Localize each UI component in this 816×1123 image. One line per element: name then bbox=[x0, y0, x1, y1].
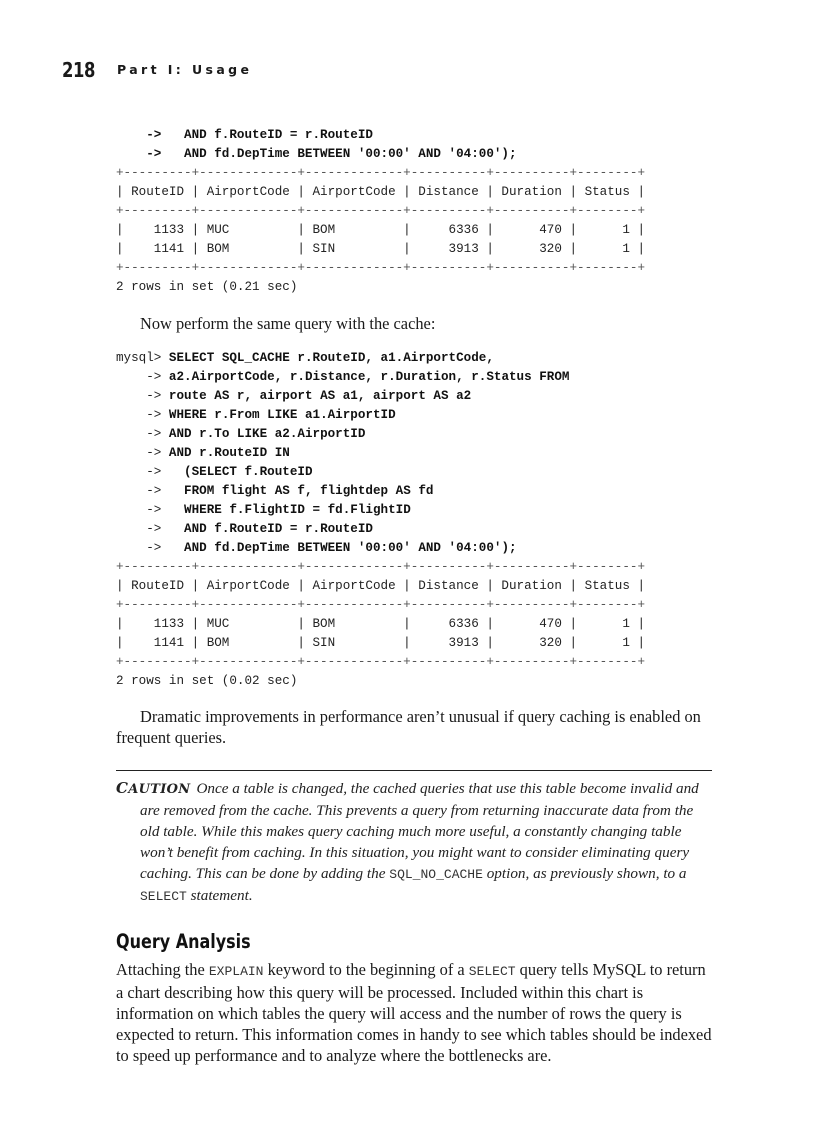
caution-text: Once a table is changed, the cached queries that use this table become invalid and are removed from the cache. This prevents a query from returning inaccurate data from the old table. While this makes query caching much more useful, a constantly changing table won’t benefit from caching. In this situation, you might want to consider eliminating query caching. This can be done by adding the bbox=[140, 780, 699, 882]
continuation-prompt: -> bbox=[116, 370, 162, 384]
result-table-border: +---------+-------------+-------------+----------+----------+--------+ bbox=[116, 560, 646, 574]
code-line: -> AND f.RouteID = r.RouteID bbox=[116, 128, 373, 142]
result-table-row: | 1141 | BOM | SIN | 3913 | 320 | 1 | bbox=[116, 242, 646, 256]
result-summary: 2 rows in set (0.02 sec) bbox=[116, 674, 298, 688]
code-line: FROM flight AS f, flightdep AS fd bbox=[161, 484, 434, 498]
result-table-border: +---------+-------------+-------------+----------+----------+--------+ bbox=[116, 655, 646, 669]
code-line: AND r.RouteID IN bbox=[161, 446, 290, 460]
inline-code: SELECT bbox=[468, 964, 516, 979]
result-table-border: +---------+-------------+-------------+----------+----------+--------+ bbox=[116, 166, 646, 180]
code-line: (SELECT f.RouteID bbox=[161, 465, 313, 479]
code-block-1 bbox=[116, 126, 645, 297]
body-text: query tells MySQL to return a chart describing how this query will be processed. Included within this chart is information on which tables the query will access and the number of rows the query is expected to return. This information comes in handy to see which tables should be indexed to speed up performance and to analyze where the bottlenecks are. bbox=[116, 960, 712, 1065]
result-summary: 2 rows in set (0.21 sec) bbox=[116, 280, 298, 294]
caution-label-rest: AUTION bbox=[128, 782, 191, 797]
continuation-prompt: -> bbox=[116, 541, 162, 555]
paragraph-cache-intro: Now perform the same query with the cache: bbox=[140, 314, 436, 333]
page-number: 218 bbox=[62, 58, 96, 82]
caution-label-initial: C bbox=[116, 779, 129, 797]
continuation-prompt: -> bbox=[116, 484, 162, 498]
result-table-row: | 1133 | MUC | BOM | 6336 | 470 | 1 | bbox=[116, 617, 646, 631]
continuation-prompt: -> bbox=[116, 408, 162, 422]
paragraph-dramatic-improvements: Dramatic improvements in performance aren’t unusual if query caching is enabled on frequent queries. bbox=[116, 707, 701, 747]
result-table-row: | 1141 | BOM | SIN | 3913 | 320 | 1 | bbox=[116, 636, 646, 650]
code-line: SELECT SQL_CACHE r.RouteID, a1.AirportCode, bbox=[161, 351, 494, 365]
code-line: WHERE f.FlightID = fd.FlightID bbox=[161, 503, 411, 517]
caution-note bbox=[116, 778, 712, 907]
result-table-border: +---------+-------------+-------------+----------+----------+--------+ bbox=[116, 598, 646, 612]
inline-code: SELECT bbox=[140, 889, 187, 904]
section-heading: Query Analysis bbox=[116, 930, 251, 953]
code-line: WHERE r.From LIKE a1.AirportID bbox=[161, 408, 396, 422]
code-line: -> AND fd.DepTime BETWEEN '00:00' AND '04:00'); bbox=[116, 147, 517, 161]
caution-text: option, as previously shown, to a bbox=[482, 865, 687, 882]
caution-label bbox=[116, 779, 191, 797]
code-line: a2.AirportCode, r.Distance, r.Duration, r.Status FROM bbox=[161, 370, 570, 384]
part-title: Part I: Usage bbox=[117, 62, 253, 77]
caution-text: statement. bbox=[186, 887, 253, 904]
code-block-2 bbox=[116, 349, 645, 691]
continuation-prompt: -> bbox=[116, 522, 162, 536]
paragraph-query-analysis bbox=[116, 959, 712, 1066]
code-line: route AS r, airport AS a1, airport AS a2 bbox=[161, 389, 472, 403]
code-line: AND r.To LIKE a2.AirportID bbox=[161, 427, 366, 441]
mysql-prompt: mysql> bbox=[116, 351, 162, 365]
result-table-header: | RouteID | AirportCode | AirportCode | Distance | Duration | Status | bbox=[116, 185, 646, 199]
continuation-prompt: -> bbox=[116, 465, 162, 479]
caution-rule bbox=[116, 770, 712, 771]
body-text: Attaching the bbox=[116, 960, 209, 979]
continuation-prompt: -> bbox=[116, 427, 162, 441]
continuation-prompt: -> bbox=[116, 503, 162, 517]
code-line: AND f.RouteID = r.RouteID bbox=[161, 522, 373, 536]
inline-code: EXPLAIN bbox=[208, 964, 264, 979]
result-table-border: +---------+-------------+-------------+----------+----------+--------+ bbox=[116, 204, 646, 218]
code-line: AND fd.DepTime BETWEEN '00:00' AND '04:00'); bbox=[161, 541, 517, 555]
result-table-header: | RouteID | AirportCode | AirportCode | Distance | Duration | Status | bbox=[116, 579, 646, 593]
body-text: keyword to the beginning of a bbox=[263, 960, 469, 979]
result-table-row: | 1133 | MUC | BOM | 6336 | 470 | 1 | bbox=[116, 223, 646, 237]
result-table-border: +---------+-------------+-------------+----------+----------+--------+ bbox=[116, 261, 646, 275]
continuation-prompt: -> bbox=[116, 446, 162, 460]
continuation-prompt: -> bbox=[116, 389, 162, 403]
inline-code: SQL_NO_CACHE bbox=[389, 867, 483, 882]
